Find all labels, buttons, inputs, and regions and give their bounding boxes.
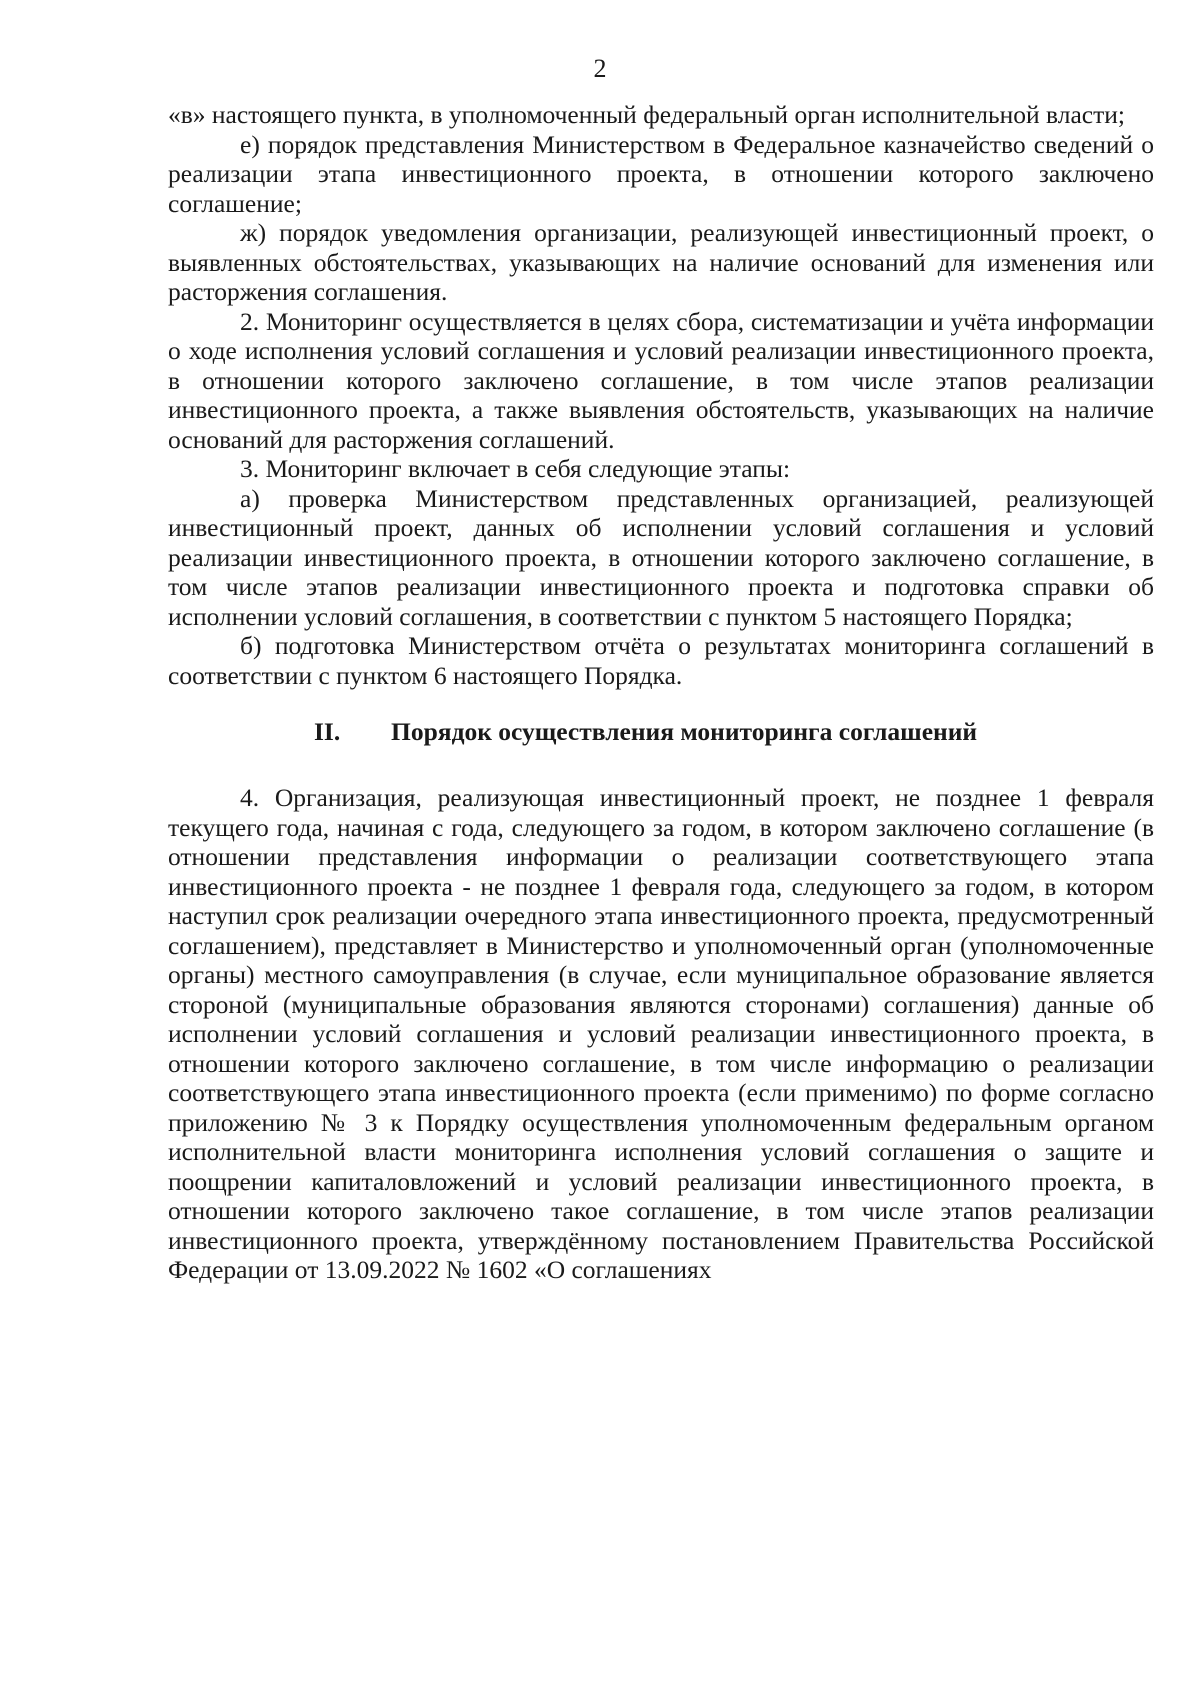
paragraph-item-zh: ж) порядок уведомления организации, реализующей инвестиционный проект, о выявленных обстоятельствах, указывающих на наличие оснований для изменения или расторжения соглашения. bbox=[168, 218, 1154, 306]
document-body bbox=[168, 100, 1154, 1285]
paragraph-continuation: «в» настоящего пункта, в уполномоченный федеральный орган исполнительной власти; bbox=[168, 100, 1125, 129]
page-number: 2 bbox=[593, 54, 607, 83]
paragraph-3-b: б) подготовка Министерством отчёта о результатах мониторинга соглашений в соответствии с пунктом 6 настоящего Порядка. bbox=[168, 631, 1154, 690]
section-title: Порядок осуществления мониторинга соглашений bbox=[391, 717, 978, 746]
paragraph-2: 2. Мониторинг осуществляется в целях сбора, систематизации и учёта информации о ходе исполнения условий соглашения и условий реализации инвестиционного проекта, в отношении которого заключено соглашение, в том числе этапов реализации инвестиционного проекта, а также выявления обстоятельств, указывающих на наличие оснований для расторжения соглашений. bbox=[168, 306, 1154, 454]
paragraph-4: 4. Организация, реализующая инвестиционный проект, не позднее 1 февраля текущего года, начиная с года, следующего за годом, в котором заключено соглашение (в отношении представления информации о реализации соответствующего этапа инвестиционного проекта - не позднее 1 февраля года, следующего за годом, в котором наступил срок реализации очередного этапа инвестиционного проекта, предусмотренный соглашением), представляет в Министерство и уполномоченный орган (уполномоченные органы) местного самоуправления (в случае, если муниципальное образование является стороной (муниципальные образования являются сторонами) соглашения) данные об исполнении условий соглашения и условий реализации инвестиционного проекта, в отношении которого заключено соглашение, в том числе информацию о реализации соответствующего этапа инвестиционного проекта (если применимо) по форме согласно приложению № 3 к Порядку осуществления уполномоченным федеральным органом исполнительной власти мониторинга исполнения условий соглашения о защите и поощрении капиталовложений и условий реализации инвестиционного проекта, в отношении которого заключено такое соглашение, в том числе этапов реализации инвестиционного проекта, утверждённому постановлением Правительства Российской Федерации от 13.09.2022 № 1602 «О соглашениях bbox=[168, 783, 1154, 1284]
paragraph-item-e: е) порядок представления Министерством в Федеральное казначейство сведений о реализации этапа инвестиционного проекта, в отношении которого заключено соглашение; bbox=[168, 129, 1154, 218]
paragraph-3: 3. Мониторинг включает в себя следующие этапы: bbox=[240, 454, 791, 483]
section-heading bbox=[168, 717, 1154, 747]
paragraph-3-a: а) проверка Министерством представленных организацией, реализующей инвестиционный проект, данных об исполнении условий соглашения и условий реализации инвестиционного проекта, в отношении которого заключено соглашение, в том числе этапов реализации инвестиционного проекта и подготовка справки об исполнении условий соглашения, в соответствии с пунктом 5 настоящего Порядка; bbox=[168, 483, 1154, 631]
section-number: II. bbox=[314, 717, 341, 746]
